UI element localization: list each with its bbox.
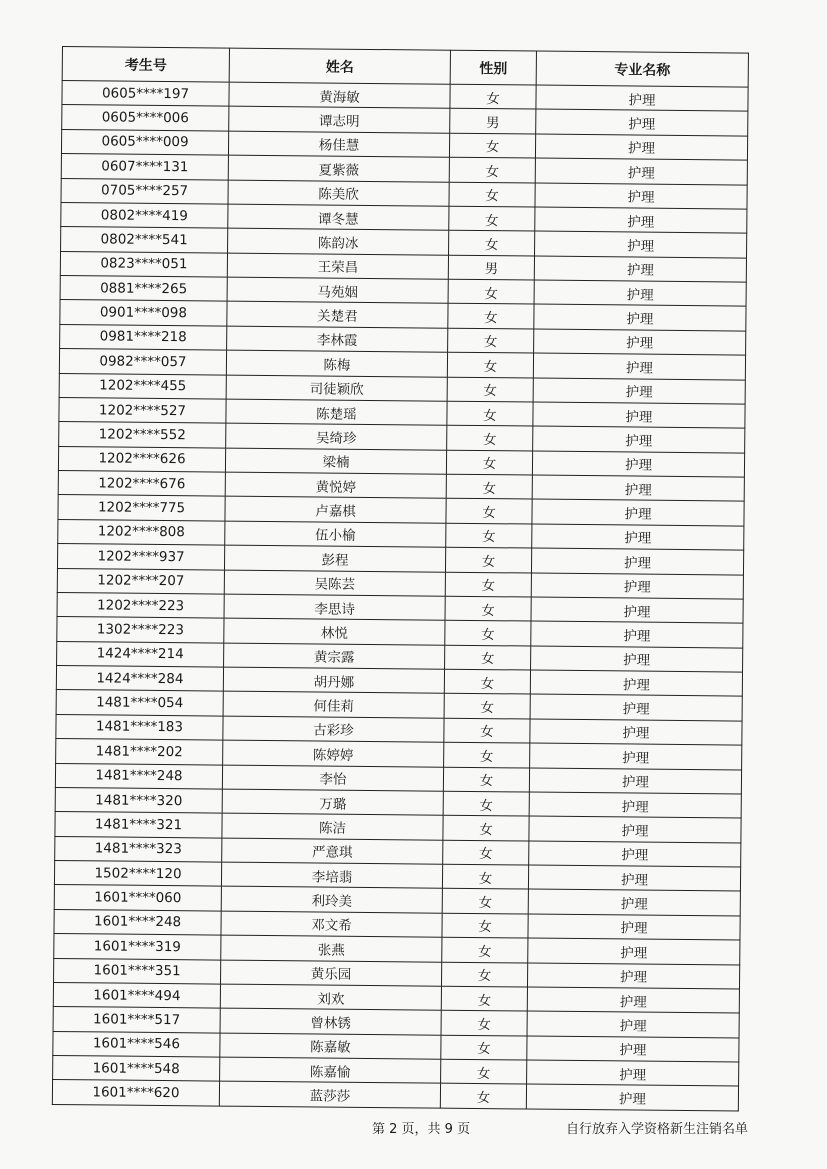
header-exam-number: 考生号: [62, 47, 229, 83]
cell-name: 马苑姻: [227, 277, 448, 303]
cell-name: 陈洁: [222, 813, 443, 839]
cell-name: 李培翡: [221, 862, 442, 888]
cell-gender: 女: [449, 230, 535, 255]
cell-name: 古彩珍: [223, 716, 444, 742]
cell-major: 护理: [534, 256, 746, 282]
cell-name: 蓝莎莎: [219, 1081, 440, 1107]
cell-exam-number: 1601****517: [53, 1007, 220, 1033]
cell-major: 护理: [534, 280, 746, 306]
cell-gender: 女: [449, 157, 535, 182]
cell-exam-number: 0881****265: [60, 275, 227, 301]
cell-exam-number: 1481****320: [55, 787, 222, 813]
cell-exam-number: 0823****051: [60, 251, 227, 277]
cell-gender: 女: [443, 815, 529, 840]
cell-major: 护理: [530, 743, 742, 769]
cell-exam-number: 1481****202: [56, 739, 223, 765]
table-body: [52, 81, 748, 1111]
cell-gender: 男: [450, 109, 536, 134]
cell-major: 护理: [532, 475, 744, 501]
cell-major: 护理: [526, 1084, 738, 1110]
cell-major: 护理: [532, 451, 744, 477]
cell-gender: 女: [449, 182, 535, 207]
cell-major: 护理: [529, 841, 741, 867]
cell-major: 护理: [530, 670, 742, 696]
cell-exam-number: 1601****319: [54, 934, 221, 960]
cell-major: 护理: [535, 134, 747, 160]
cell-name: 黄乐园: [221, 960, 442, 986]
cell-gender: 女: [444, 742, 530, 767]
cell-name: 万璐: [222, 789, 443, 815]
cell-exam-number: 1424****214: [57, 641, 224, 667]
cell-gender: 女: [446, 450, 532, 475]
cell-name: 严意琪: [222, 838, 443, 864]
cell-major: 护理: [535, 207, 747, 233]
cell-major: 护理: [531, 573, 743, 599]
cell-gender: 女: [448, 304, 534, 329]
cell-gender: 女: [448, 328, 534, 353]
cell-name: 黄宗露: [224, 643, 445, 669]
cell-name: 彭程: [224, 545, 445, 571]
cell-gender: 女: [445, 547, 531, 572]
cell-gender: 女: [442, 913, 528, 938]
cell-gender: 男: [448, 255, 534, 280]
cell-gender: 女: [445, 645, 531, 670]
cell-name: 陈美欣: [228, 180, 449, 206]
cell-exam-number: 1202****775: [58, 495, 225, 521]
cell-name: 李怡: [222, 765, 443, 791]
cell-major: 护理: [535, 158, 747, 184]
cell-gender: 女: [446, 499, 532, 524]
cell-major: 护理: [533, 353, 745, 379]
cell-gender: 女: [447, 401, 533, 426]
cell-gender: 女: [445, 620, 531, 645]
cell-name: 关楚君: [227, 301, 448, 327]
cell-exam-number: 1302****223: [57, 617, 224, 643]
cell-exam-number: 1424****284: [56, 665, 223, 691]
cell-name: 陈楚瑶: [226, 399, 447, 425]
cell-name: 陈嘉愉: [220, 1057, 441, 1083]
cell-major: 护理: [527, 1011, 739, 1037]
cell-gender: 女: [441, 1059, 527, 1084]
cell-major: 护理: [528, 938, 740, 964]
cell-exam-number: 1202****808: [58, 519, 225, 545]
cell-gender: 女: [447, 425, 533, 450]
cell-major: 护理: [533, 426, 745, 452]
cell-major: 护理: [530, 719, 742, 745]
cell-major: 护理: [534, 304, 746, 330]
cell-major: 护理: [528, 889, 740, 915]
cell-exam-number: 1601****060: [54, 885, 221, 911]
cell-gender: 女: [440, 1084, 526, 1109]
cell-major: 护理: [532, 524, 744, 550]
cell-exam-number: 1601****546: [53, 1031, 220, 1057]
cell-exam-number: 0605****006: [62, 105, 229, 131]
cell-gender: 女: [450, 84, 536, 109]
cell-name: 胡丹娜: [223, 667, 444, 693]
cell-name: 吴陈芸: [224, 570, 445, 596]
cell-name: 王荣昌: [227, 253, 448, 279]
cell-gender: 女: [446, 474, 532, 499]
cell-major: 护理: [533, 378, 745, 404]
cell-gender: 女: [447, 377, 533, 402]
cell-name: 陈嘉敏: [220, 1033, 441, 1059]
cell-name: 司徒颖欣: [226, 375, 447, 401]
cell-exam-number: 1481****323: [55, 836, 222, 862]
cell-major: 护理: [529, 816, 741, 842]
cell-major: 护理: [532, 499, 744, 525]
cell-major: 护理: [535, 183, 747, 209]
cell-major: 护理: [530, 694, 742, 720]
cell-exam-number: 0901****098: [60, 300, 227, 326]
cell-exam-number: 1202****207: [57, 568, 224, 594]
cell-exam-number: 1202****455: [59, 373, 226, 399]
cell-name: 张燕: [221, 935, 442, 961]
cell-exam-number: 1601****548: [53, 1055, 220, 1081]
cell-gender: 女: [444, 694, 530, 719]
header-name: 姓名: [229, 48, 450, 84]
cell-name: 杨佳慧: [228, 131, 449, 157]
page-number: 第 2 页，共 9 页: [372, 1122, 471, 1137]
cell-exam-number: 0605****009: [61, 129, 228, 155]
cell-major: 护理: [529, 792, 741, 818]
cell-major: 护理: [529, 768, 741, 794]
cell-exam-number: 0981****218: [60, 324, 227, 350]
cell-name: 梁楠: [225, 448, 446, 474]
cell-gender: 女: [442, 864, 528, 889]
cell-major: 护理: [531, 621, 743, 647]
cell-gender: 女: [442, 889, 528, 914]
cell-exam-number: 1502****120: [54, 860, 221, 886]
cell-name: 陈婷婷: [223, 740, 444, 766]
cell-gender: 女: [446, 523, 532, 548]
cell-major: 护理: [531, 597, 743, 623]
cell-exam-number: 0705****257: [61, 178, 228, 204]
cell-name: 黄海敏: [229, 82, 450, 108]
cell-name: 李思诗: [224, 594, 445, 620]
cell-gender: 女: [441, 1035, 527, 1060]
cell-name: 林悦: [224, 618, 445, 644]
cell-major: 护理: [533, 402, 745, 428]
cell-gender: 女: [444, 718, 530, 743]
cell-exam-number: 1202****223: [57, 592, 224, 618]
cell-name: 陈梅: [226, 350, 447, 376]
cell-name: 刘欢: [220, 984, 441, 1010]
header-gender: 性别: [450, 50, 536, 85]
cell-name: 陈韵冰: [228, 228, 449, 254]
document-sheet: [52, 46, 748, 1115]
cell-major: 护理: [536, 109, 748, 135]
cell-exam-number: 1601****494: [53, 982, 220, 1008]
cell-exam-number: 1601****248: [54, 909, 221, 935]
cell-gender: 女: [441, 962, 527, 987]
cell-gender: 女: [443, 791, 529, 816]
cell-name: 伍小榆: [225, 521, 446, 547]
cell-exam-number: 0605****197: [62, 81, 229, 107]
cell-exam-number: 1202****937: [57, 544, 224, 570]
cell-exam-number: 1202****626: [58, 446, 225, 472]
cell-exam-number: 1481****054: [56, 690, 223, 716]
cell-major: 护理: [527, 1036, 739, 1062]
cell-name: 曾林锈: [220, 1008, 441, 1034]
cell-gender: 女: [447, 352, 533, 377]
cell-exam-number: 1202****527: [59, 397, 226, 423]
cell-gender: 女: [441, 1010, 527, 1035]
cell-major: 护理: [528, 865, 740, 891]
cell-gender: 女: [441, 986, 527, 1011]
cell-exam-number: 1481****183: [56, 714, 223, 740]
cell-gender: 女: [449, 133, 535, 158]
cell-major: 护理: [527, 1060, 739, 1086]
cell-major: 护理: [528, 914, 740, 940]
cell-gender: 女: [443, 840, 529, 865]
cell-exam-number: 0802****419: [61, 202, 228, 228]
cell-name: 吴绮珍: [226, 423, 447, 449]
cell-name: 黄悦婷: [225, 472, 446, 498]
cell-gender: 女: [448, 279, 534, 304]
cell-exam-number: 1202****552: [59, 422, 226, 448]
cell-exam-number: 1481****321: [55, 812, 222, 838]
cell-gender: 女: [445, 572, 531, 597]
cell-major: 护理: [534, 329, 746, 355]
cell-gender: 女: [443, 767, 529, 792]
student-table: [52, 46, 749, 1111]
table-row: [52, 1080, 738, 1111]
header-major: 专业名称: [536, 51, 748, 87]
cell-gender: 女: [442, 937, 528, 962]
cell-name: 何佳莉: [223, 691, 444, 717]
cell-exam-number: 1601****351: [54, 958, 221, 984]
cell-name: 谭志明: [229, 106, 450, 132]
cell-gender: 女: [445, 596, 531, 621]
cell-exam-number: 0982****057: [59, 349, 226, 375]
document-title: 自行放弃入学资格新生注销名单: [566, 1122, 749, 1137]
cell-major: 护理: [527, 987, 739, 1013]
cell-major: 护理: [535, 231, 747, 257]
cell-exam-number: 1202****676: [58, 470, 225, 496]
cell-exam-number: 0802****541: [61, 227, 228, 253]
cell-gender: 女: [444, 669, 530, 694]
cell-name: 邓文希: [221, 911, 442, 937]
cell-exam-number: 1601****620: [52, 1080, 219, 1106]
cell-major: 护理: [527, 963, 739, 989]
cell-major: 护理: [536, 85, 748, 111]
cell-major: 护理: [531, 646, 743, 672]
cell-name: 卢嘉棋: [225, 496, 446, 522]
cell-exam-number: 0607****131: [61, 154, 228, 180]
cell-major: 护理: [531, 548, 743, 574]
cell-name: 李林霞: [227, 326, 448, 352]
cell-exam-number: 1481****248: [55, 763, 222, 789]
cell-name: 夏紫薇: [228, 155, 449, 181]
cell-gender: 女: [449, 206, 535, 231]
cell-name: 谭冬慧: [228, 204, 449, 230]
cell-name: 利玲美: [221, 886, 442, 912]
